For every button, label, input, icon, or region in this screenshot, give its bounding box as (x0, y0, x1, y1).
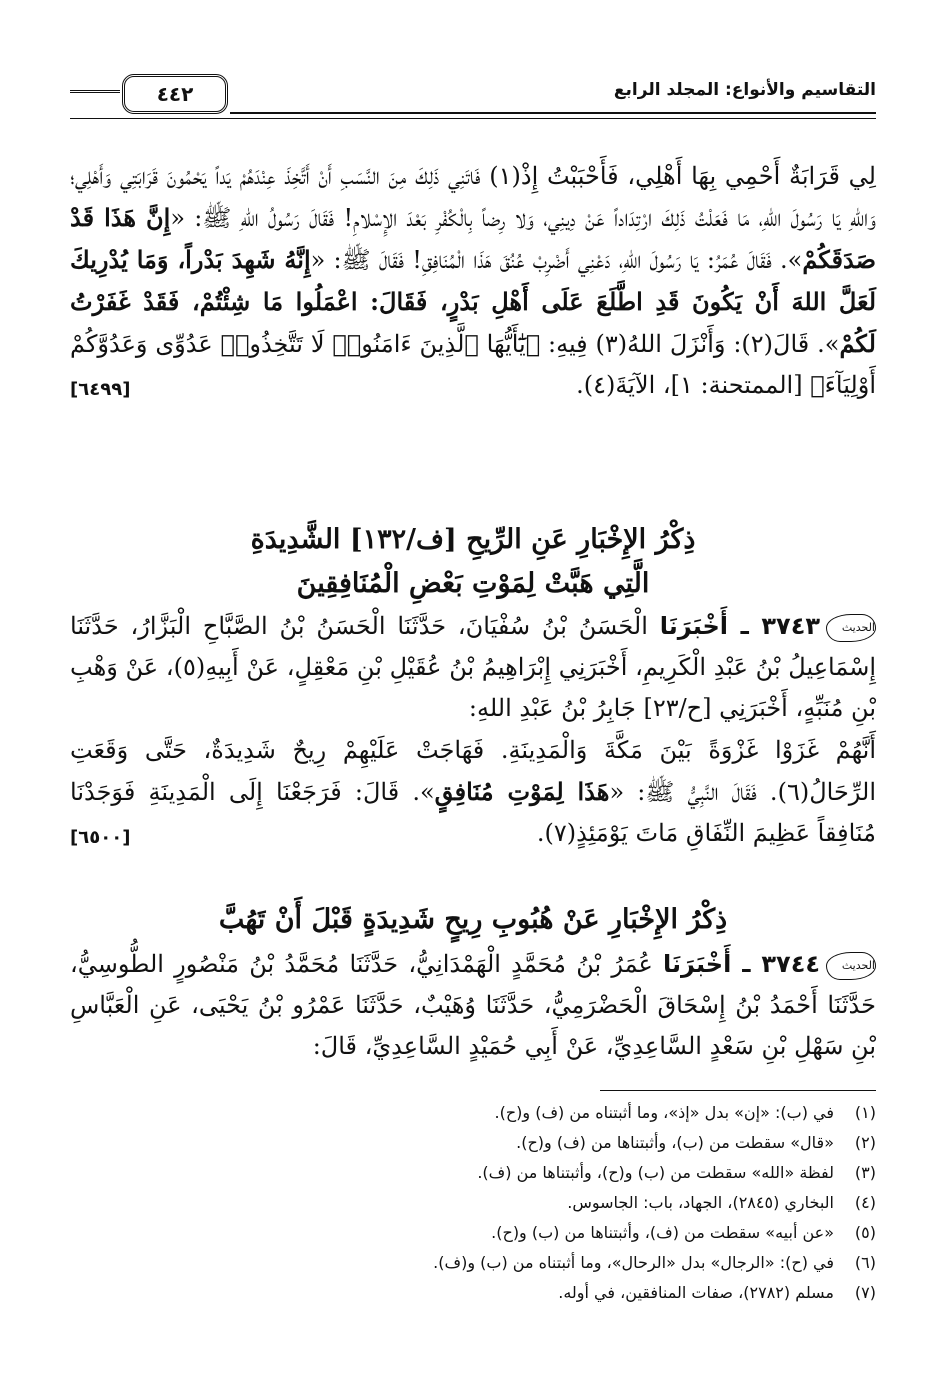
footnote-rule (600, 1090, 876, 1091)
footnote-text: مسلم (٢٧٨٢)، صفات المنافقين، في أوله. (558, 1283, 834, 1302)
hadith-reference-number: [٦٥٠٠] (70, 827, 131, 848)
footnote-number: (٢) (854, 1133, 876, 1152)
prophet-quote: هَذَا لِمَوْتِ مُنَافِقٍ (434, 777, 610, 806)
paragraph-continuation (70, 156, 876, 410)
hadith-3743 (70, 606, 876, 729)
hadith-reference-number: [٦٤٩٩] (70, 379, 131, 400)
page-header (70, 74, 876, 124)
hadith-number: ٣٧٤٣ ـ أَخْبَرَنَا (659, 612, 820, 640)
footnotes (70, 1098, 876, 1308)
isnad: عُمَرُ بْنُ مُحَمَّدٍ الْهَمْدَانِيُّ، حَدَّثَنَا مُحَمَّدُ بْنُ مَنْصُورٍ الطُّوسِيُّ، حَدَّثَنَا أَحْمَدُ بْنُ إِسْحَاقَ الْحَضْرَمِيُّ، حَدَّثَنَا وُهَيْبٌ، حَدَّثَنَا عَمْرُو بْنُ يَحْيَى، عَنِ الْعَبَّاسِ بْنِ سَهْلِ بْنِ سَعْدٍ السَّاعِدِيِّ، عَنْ أَبِي حُمَيْدٍ السَّاعِدِيِّ، قَالَ: (70, 950, 876, 1060)
hadith-3744 (70, 944, 876, 1067)
footnote (70, 1128, 876, 1158)
running-title: التقاسيم والأنواع: المجلد الرابع (613, 80, 876, 100)
isnad: الْحَسَنُ بْنُ سُفْيَانَ، حَدَّثَنَا الْحَسَنُ بْنُ الصَّبَّاحِ الْبَزَّارُ، حَدَّثَنَا إِسْمَاعِيلُ بْنُ عَبْدِ الْكَرِيمِ، أَخْبَرَنِي إِبْرَاهِيمُ بْنُ عُقَيْلِ بْنِ مَعْقِلٍ، عَنْ أَبِيهِ(٥)، عَنْ وَهْبِ بْنِ مُنَبِّهٍ، أَخْبَرَنِي [ح/٢٣] جَابِرُ بْنُ عَبْدِ اللهِ: (70, 612, 876, 722)
footnote-text: في (ب): «إن» بدل «إذ»، وما أثبتناه من (ف) و(ح). (494, 1103, 834, 1122)
text-run: ». فَقَالَ عُمَرُ: يَا رَسُولَ اللهِ، دَعْنِي أَضْرِبْ عُنُقَ هَذَا الْمُنَافِقِ! فَقَالَ ﷺ: « (310, 246, 803, 274)
footnote-number: (٣) (854, 1163, 876, 1182)
header-rule-thin (70, 118, 876, 119)
hadith-matn (70, 730, 876, 858)
heading-line: ذِكْرُ الإِخْبَارِ عَنِ الرِّيحِ [ف/١٣٢] الشَّدِيدَةِ (250, 524, 696, 555)
page-number-line (70, 90, 120, 93)
section-heading (70, 898, 876, 942)
hadith-number: ٣٧٤٤ ـ أَخْبَرَنَا (663, 950, 820, 978)
footnote-text: في (ح): «الرجال» بدل «الرحال»، وما أثبتناه من (ب) و(ف). (433, 1253, 834, 1272)
footnote-text: «عن أبيه» سقطت من (ف)، وأثبتناها من (ب) و(ح). (491, 1223, 834, 1242)
footnote-number: (١) (854, 1103, 876, 1122)
text-run: لِي قَرَابَةٌ أَحْمِي بِهَا أَهْلِي، فَأَحْبَبْتُ إِذْ(١) فَاتَنِي ذَلِكَ مِنَ النَّسَبِ أَنْ أَتَّخِذَ عِنْدَهُمْ يَداً يَحْمُونَ قَرَابَتِي وَأَهْلِي؛ وَاللهِ يَا رَسُولَ اللهِ، مَا فَعَلْتُ ذَلِكَ ارْتِدَاداً عَنْ دِينِي، وَلا رِضاً بِالْكُفْرِ بَعْدَ الإِسْلامِ! فَقَالَ رَسُولُ اللهِ ﷺ: « (70, 162, 877, 232)
footnote (70, 1278, 876, 1308)
footnote (70, 1158, 876, 1188)
prophet-quote: إِنَّهُ شَهِدَ بَدْراً، وَمَا يُدْرِيكَ لَعَلَّ اللهَ أَنْ يَكُونَ قَدِ اطَّلَعَ عَلَى أَهْلِ بَدْرٍ، فَقَالَ: اعْمَلُوا مَا شِئْتُمْ، فَقَدْ غَفَرْتُ لَكُمْ (70, 245, 877, 358)
text-run: ». قَالَ: فَرَجَعْنَا إِلَى الْمَدِينَةِ فَوَجَدْنَا مُنَافِقاً عَظِيمَ النِّفَاقِ مَاتَ يَوْمَئِذٍ(٧). (70, 778, 876, 847)
text-run: ». قَالَ(٢): وَأَنْزَلَ اللهُ(٣) فِيهِ: ﴿يَٰٓأَيُّهَا ٱلَّذِينَ ءَامَنُوا۟ لَا تَتَّخِذُوا۟ عَدُوِّى وَعَدُوَّكُمْ أَوْلِيَآءَ﴾ [الممتحنة: ١]، الآيَةَ(٤). (70, 330, 876, 399)
hadith-marker-icon: الحديث (826, 614, 876, 642)
prophet-quote: إِنَّ هَذَا قَدْ صَدَقَكُمْ (70, 203, 877, 274)
hadith-marker-icon: الحديث (826, 952, 876, 980)
footnote-number: (٥) (854, 1223, 876, 1242)
footnote (70, 1188, 876, 1218)
footnote-number: (٦) (854, 1253, 876, 1272)
text-run: أَنَّهُمْ غَزَوْا غَزْوَةً بَيْنَ مَكَّةَ وَالْمَدِينَةِ. فَهَاجَتْ عَلَيْهِمْ رِيحٌ شَدِيدَةٌ، حَتَّى وَقَعَتِ الرِّحَالُ(٦). فَقَالَ النَّبِيُّ ﷺ: « (70, 736, 876, 806)
heading-line: الَّتِي هَبَّتْ لِمَوْتِ بَعْضِ الْمُنَافِقِينَ (296, 568, 650, 599)
heading-line: ذِكْرُ الإِخْبَارِ عَنْ هُبُوبِ رِيحٍ شَدِيدَةٍ قَبْلَ أَنْ تَهُبَّ (218, 904, 728, 935)
footnote (70, 1218, 876, 1248)
footnote-text: البخاري (٢٨٤٥)، الجهاد، باب: الجاسوس. (567, 1193, 834, 1212)
footnote (70, 1248, 876, 1278)
footnote-text: «قال» سقطت من (ب)، وأثبتناها من (ف) و(ح). (516, 1133, 834, 1152)
section-heading (70, 518, 876, 606)
footnote (70, 1098, 876, 1128)
page-number: ٤٤٢ (122, 74, 228, 114)
footnote-text: لفظة «الله» سقطت من (ب) و(ح)، وأثبتناها من (ف). (477, 1163, 834, 1182)
footnote-number: (٧) (854, 1283, 876, 1302)
footnote-number: (٤) (854, 1193, 876, 1212)
header-rule (230, 112, 876, 114)
